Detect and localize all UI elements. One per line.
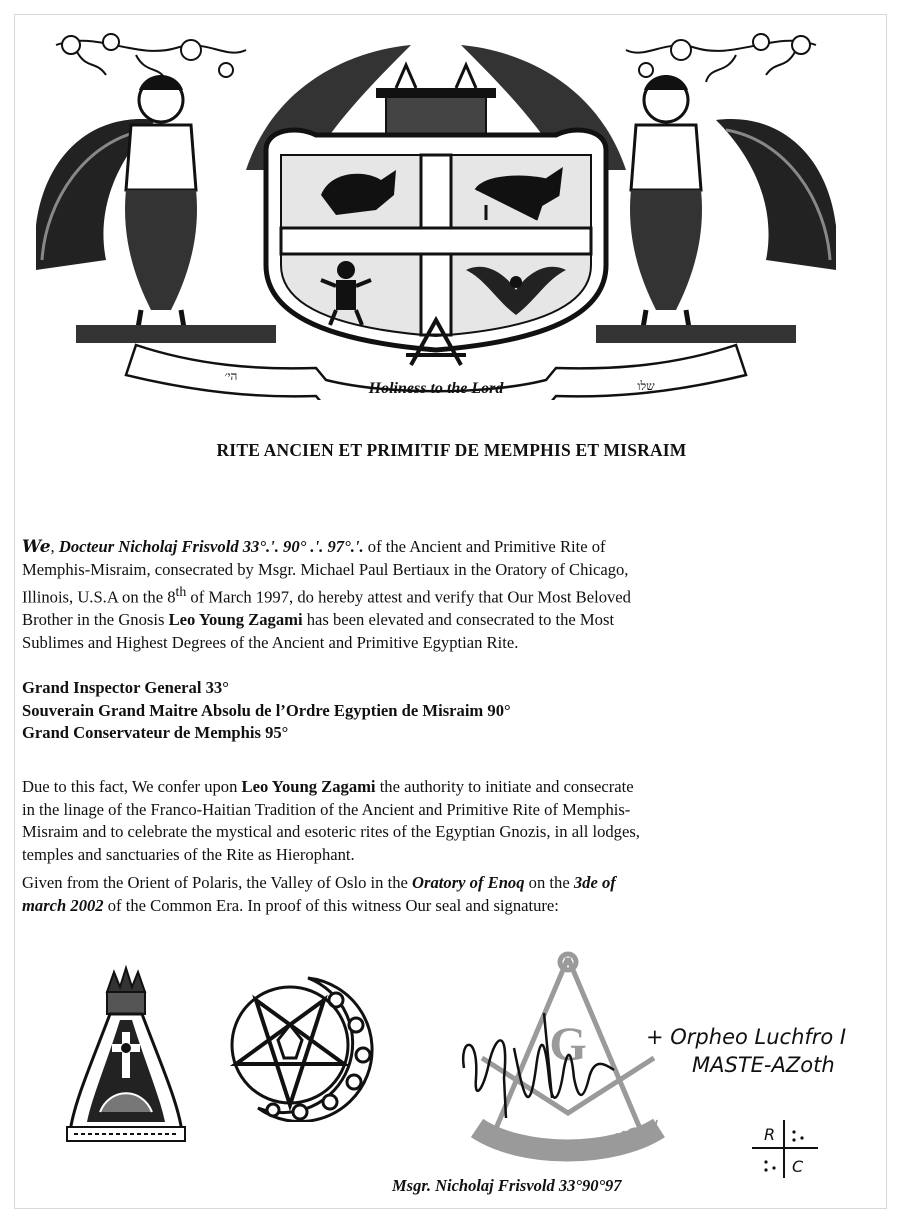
- p3-line-1: Given from the Orient of Polaris, the Valley of Oslo in the Oratory of Enoq on the 3de of: [22, 873, 616, 892]
- degree-item: Grand Conservateur de Memphis 95°: [22, 723, 289, 743]
- p1-line-4: Brother in the Gnosis Leo Young Zagami has been elevated and consecrated to the Most: [22, 610, 615, 630]
- ark-of-covenant-icon: [376, 65, 496, 135]
- motto-text: Holiness to the Lord: [368, 380, 504, 397]
- floral-vine-left: [56, 41, 246, 82]
- recipient-name: Leo Young Zagami: [168, 610, 303, 630]
- hope-label: HOPE: [547, 1145, 587, 1161]
- document-title: RITE ANCIEN ET PRIMITIF DE MEMPHIS ET MISRAIM: [216, 440, 687, 460]
- p1-line-5: Sublimes and Highest Degrees of the Ancient and Primitive Egyptian Rite.: [22, 632, 519, 652]
- given-paragraph: [22, 872, 810, 917]
- degrees-list: [22, 677, 810, 745]
- ribbon-hebrew-right: שלו: [637, 379, 655, 393]
- signature-caption: Msgr. Nicholaj Frisvold 33°90°97: [392, 1176, 622, 1195]
- plinth-right: [596, 325, 796, 343]
- p1-line-3: Illinois, U.S.A on the 8th of March 1997, do hereby attest and verify that Our Most Beloved: [22, 584, 631, 607]
- degree-item: Grand Inspector General 33°: [22, 678, 229, 697]
- faith-label: FAITH: [493, 1127, 537, 1156]
- p1-line-2: Memphis-Misraim, consecrated by Msgr. Michael Paul Bertiaux in the Oratory of Chicago,: [22, 559, 629, 579]
- rc-monogram: [748, 1118, 820, 1180]
- charity-label: CHARITY: [597, 1116, 663, 1151]
- floral-vine-right: [626, 41, 816, 82]
- handwritten-line-1: + Orpheo Luchfro I: [646, 1025, 847, 1049]
- p2-line-2: in the linage of the Franco-Haitian Tradition of the Ancient and Primitive Rite of Memphis-: [22, 799, 631, 819]
- p3-line-2: march 2002 of the Common Era. In proof of this witness Our seal and signature:: [22, 895, 559, 915]
- winged-figure-right-icon: [630, 75, 836, 340]
- recipient-name: Leo Young Zagami: [241, 777, 376, 796]
- handwritten-line-2: MASTE-AZoth: [692, 1053, 835, 1077]
- rc-letter-c: C: [792, 1157, 804, 1176]
- handwritten-signature: [454, 1008, 624, 1128]
- plinth-left: [76, 325, 276, 343]
- p2-line-4: temples and sanctuaries of the Rite as Hierophant.: [22, 844, 355, 864]
- rose-croix-seal-icon: [62, 962, 190, 1148]
- masonic-coat-of-arms-icon: [36, 20, 836, 400]
- p2-line-1: Due to this fact, We confer upon Leo Young Zagami the authority to initiate and consecrate: [22, 777, 634, 796]
- attestation-paragraph: [22, 536, 810, 655]
- p2-line-3: Misraim and to celebrate the mystical and esoteric rites of the Egyptian Gnozis, in all lodges,: [22, 822, 640, 842]
- rc-letter-r: R: [764, 1125, 776, 1144]
- handwritten-title: [640, 1020, 890, 1080]
- p1-line-1: We, Docteur Nicholaj Frisvold 33°.'. 90° .'. 97°.'. of the Ancient and Primitive Rite of: [22, 537, 606, 557]
- authority-paragraph: [22, 776, 810, 866]
- letter-g: G: [549, 1018, 587, 1071]
- degree-item: Souverain Grand Maitre Absolu de l’Ordre Egyptien de Misraim 90°: [22, 700, 511, 720]
- inverted-pentagram-seal-icon: [218, 970, 380, 1122]
- fraktur-initial: We: [22, 537, 51, 557]
- ribbon-hebrew-left: הי׳: [224, 369, 238, 383]
- winged-figure-left-icon: [36, 75, 197, 340]
- issuer-name: Docteur Nicholaj Frisvold 33°.'. 90° .'. 97°.'.: [58, 537, 364, 556]
